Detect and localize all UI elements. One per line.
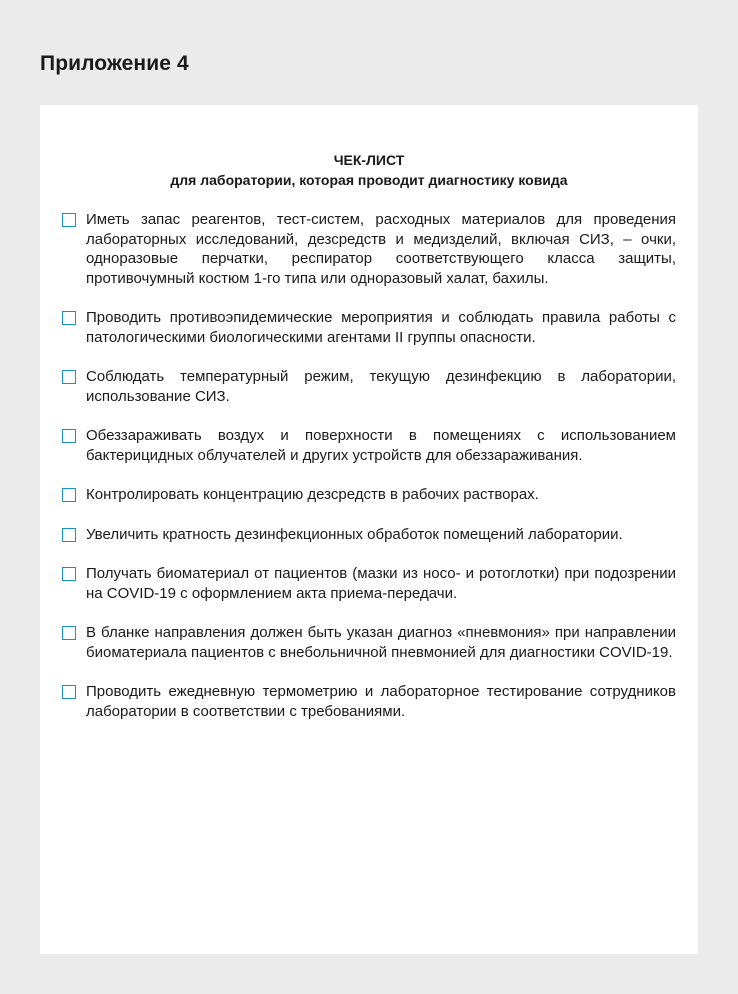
checkbox-icon[interactable] — [62, 213, 76, 227]
checklist-item-text: В бланке направления должен быть указан диагноз «пневмония» при направлении биоматериала пациентов с внебольничной пневмонией для диагностики COVID-19. — [86, 624, 676, 661]
appendix-title: Приложение 4 — [40, 52, 189, 75]
checkbox-icon[interactable] — [62, 370, 76, 384]
checklist-item — [40, 308, 698, 347]
checklist-item-text: Проводить ежедневную термометрию и лабораторное тестирование сотрудников лаборатории в соответствии с требованиями. — [86, 683, 676, 720]
checklist-item-text: Обеззараживать воздух и поверхности в помещениях с использованием бактерицидных облучателей и других устройств для обеззараживания. — [86, 427, 676, 464]
checklist-subtitle: для лаборатории, которая проводит диагностику ковида — [170, 172, 568, 188]
checkbox-icon[interactable] — [62, 429, 76, 443]
checklist-item — [40, 426, 698, 465]
checklist-item-text: Увеличить кратность дезинфекционных обработок помещений лаборатории. — [86, 525, 623, 543]
checklist-item — [40, 210, 698, 288]
checklist-item-text: Контролировать концентрацию дезсредств в рабочих растворах. — [86, 486, 539, 503]
checkbox-icon[interactable] — [62, 567, 76, 581]
checkbox-icon[interactable] — [62, 685, 76, 699]
checkbox-icon[interactable] — [62, 311, 76, 325]
checklist-title: ЧЕК-ЛИСТ — [333, 152, 405, 168]
checklist-items — [40, 210, 698, 721]
checkbox-icon[interactable] — [62, 488, 76, 502]
checkbox-icon[interactable] — [62, 626, 76, 640]
checklist-item-text: Соблюдать температурный режим, текущую дезинфекцию в лаборатории, использование СИЗ. — [86, 368, 676, 405]
checklist-item-text: Иметь запас реагентов, тест-систем, расходных материалов для проведения лабораторных исследований, дезсредств и медизделий, включая СИЗ, – очки, одноразовые перчатки, респиратор соответствующего класса защиты, противочумный костюм 1-го типа или одноразовый халат, бахилы. — [86, 211, 676, 287]
checklist-item — [40, 623, 698, 662]
checklist-item — [40, 682, 698, 721]
checklist-item — [40, 525, 698, 545]
checklist-heading — [40, 150, 698, 190]
checklist-item — [40, 367, 698, 406]
checklist-item — [40, 564, 698, 603]
checkbox-icon[interactable] — [62, 528, 76, 542]
checklist-item-text: Проводить противоэпидемические мероприятия и соблюдать правила работы с патологическими биологическими агентами II группы опасности. — [86, 309, 676, 346]
checklist-item-text: Получать биоматериал от пациентов (мазки из носо- и ротоглотки) при подозрении на COVID-19 с оформлением акта приема-передачи. — [86, 565, 676, 602]
checklist-item — [40, 485, 698, 505]
checklist-card — [40, 105, 698, 954]
